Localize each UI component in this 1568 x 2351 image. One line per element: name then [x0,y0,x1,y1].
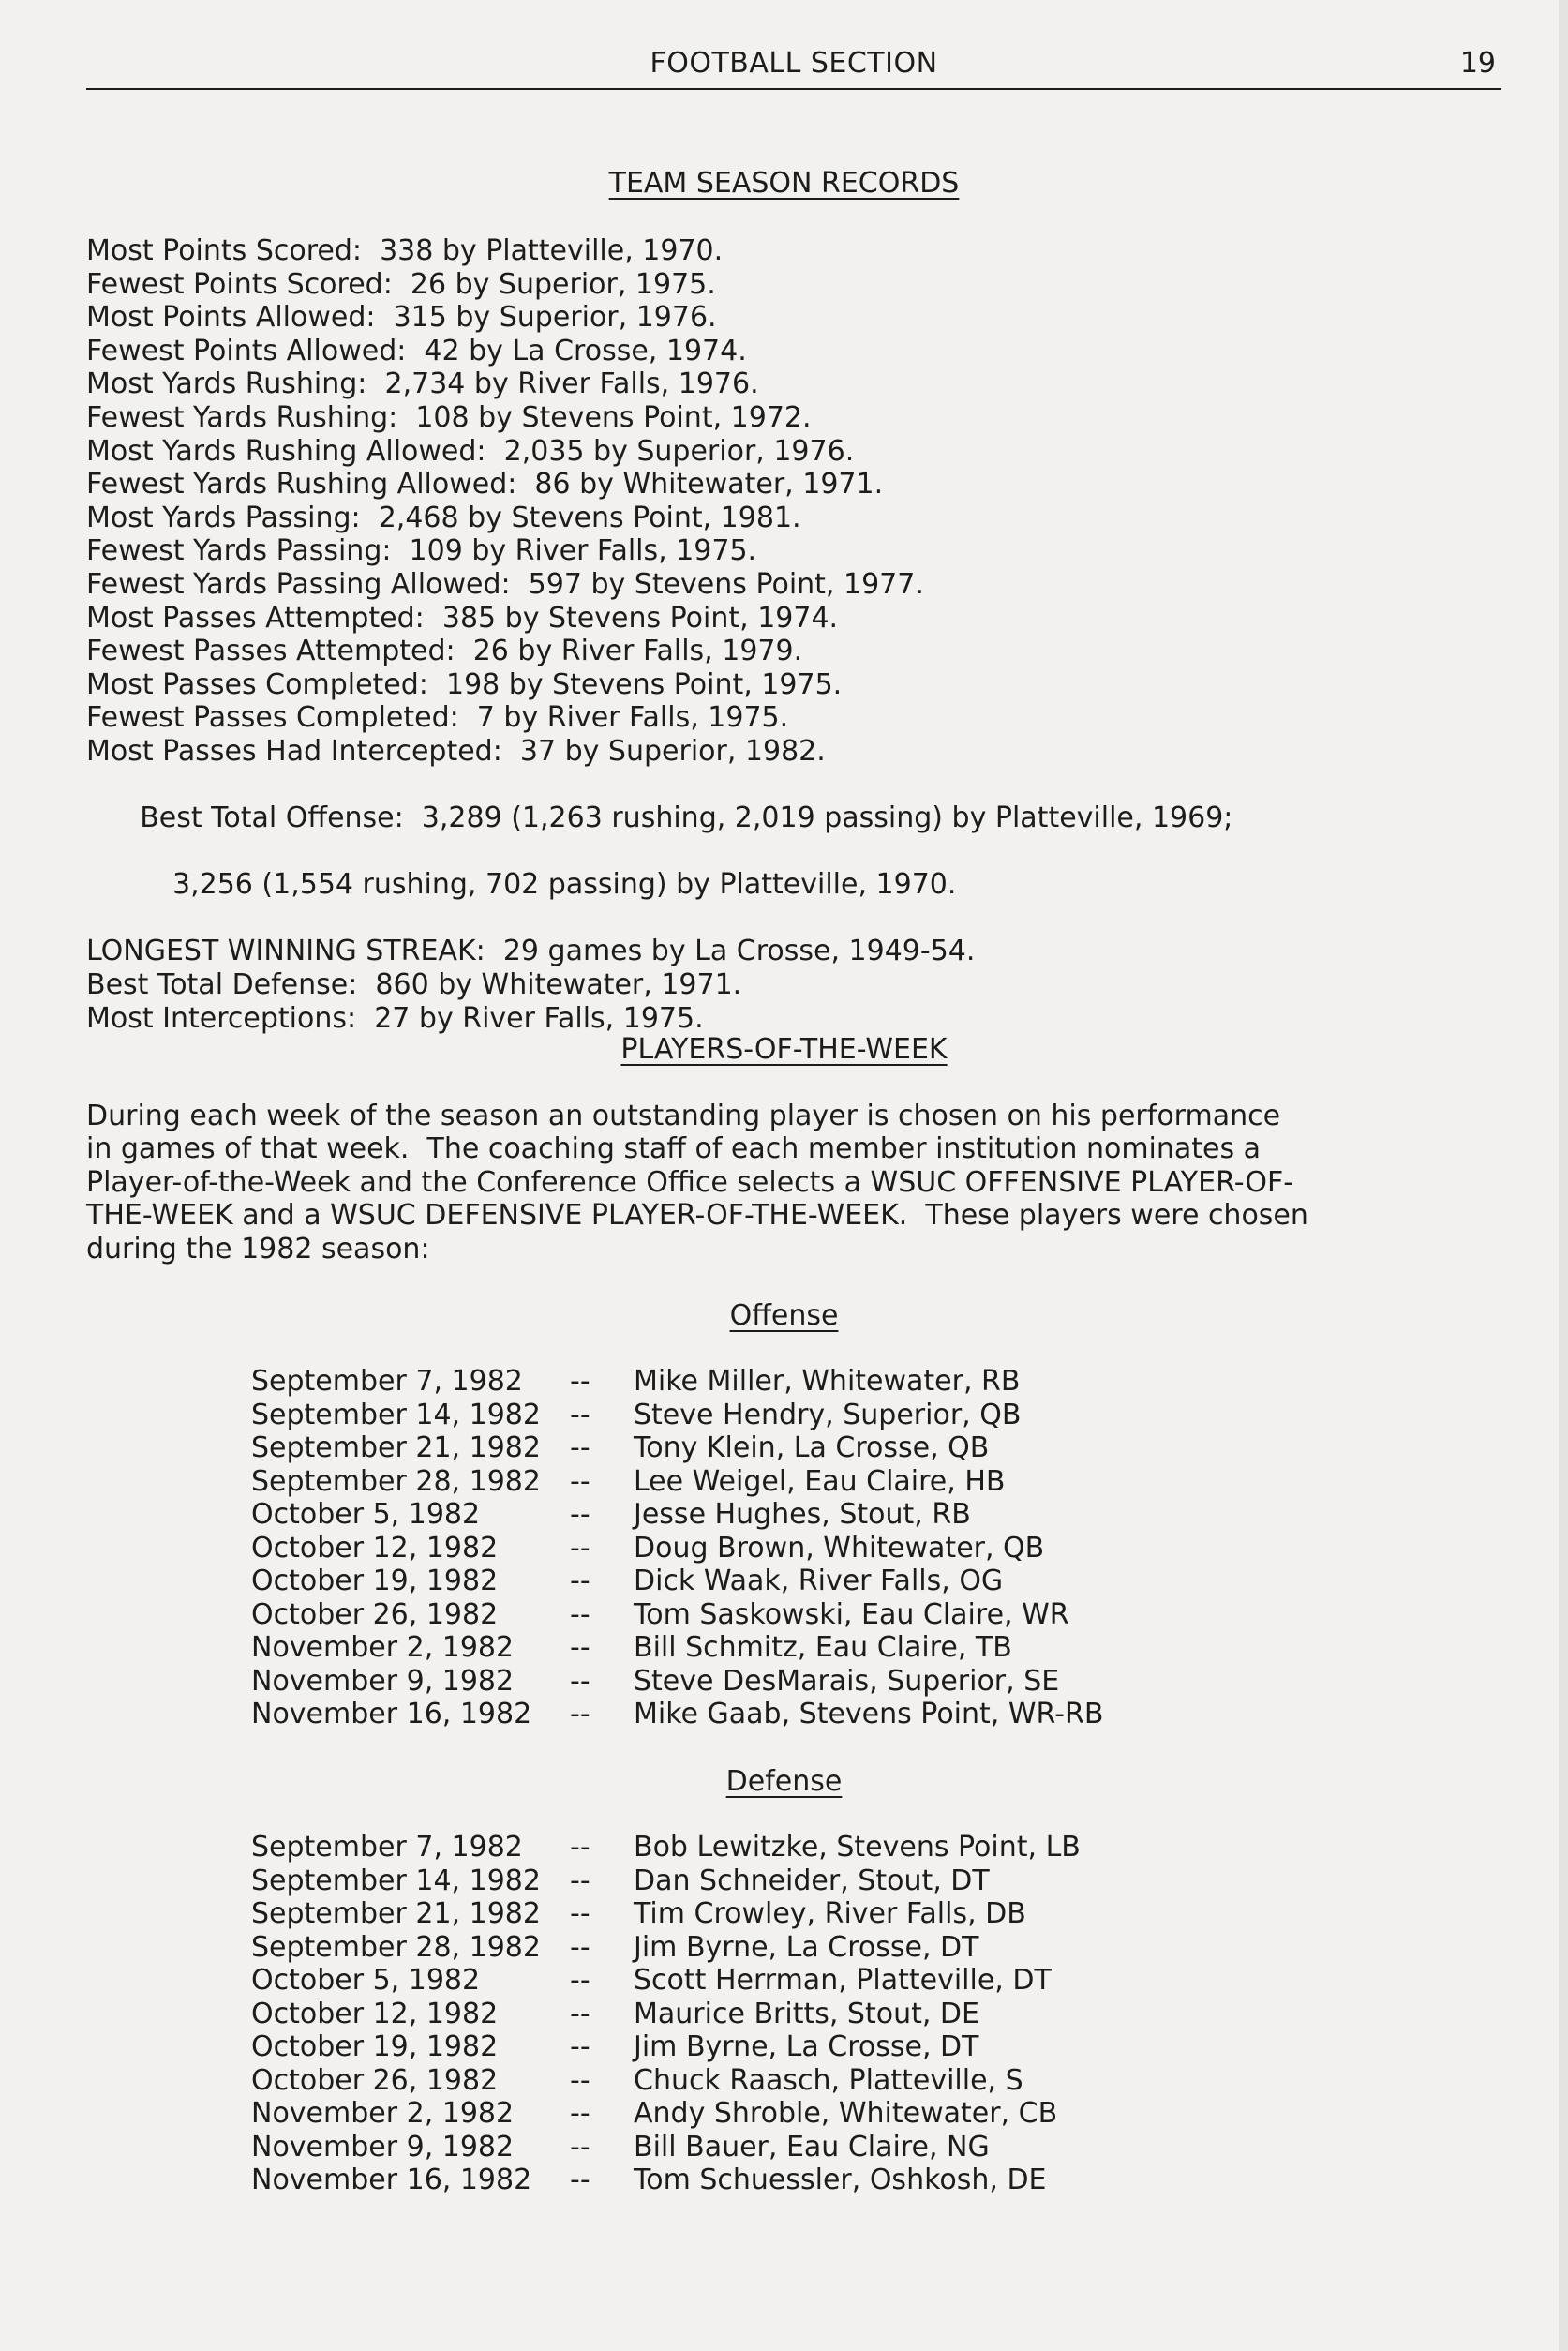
offense-row [251,1698,1282,1731]
intro-line: in games of that week. The coaching staff of each member institution nominates a [86,1132,1262,1166]
week-player: Bob Lewitzke, Stevens Point, LB [634,1831,1081,1864]
offense-row [251,1532,1282,1565]
record-item: Fewest Passes Completed: 7 by River Falls, 1975. [86,701,789,735]
week-player: Mike Miller, Whitewater, RB [634,1365,1021,1398]
week-player: Tom Schuessler, Oshkosh, DE [634,2164,1047,2196]
week-date: October 12, 1982 [251,1531,499,1565]
offense-list [251,1365,1282,1731]
running-header [86,47,1501,90]
week-player: Mike Gaab, Stevens Point, WR-RB [634,1698,1104,1730]
players-of-week-heading [0,1033,1568,1066]
week-date: October 12, 1982 [251,1997,499,2030]
week-date: September 28, 1982 [251,1464,541,1498]
week-separator: -- [570,1831,590,1864]
week-separator: -- [570,1365,590,1398]
best-total-defense: Best Total Defense: 860 by Whitewater, 1971. [86,968,742,1002]
week-date: September 21, 1982 [251,1897,541,1930]
offense-row [251,1665,1282,1699]
team-records-list [86,234,1530,1035]
week-separator: -- [570,2164,590,2196]
week-separator: -- [570,2030,590,2063]
week-separator: -- [570,1698,590,1730]
week-player: Lee Weigel, Eau Claire, HB [634,1464,1006,1498]
week-player: Scott Herrman, Platteville, DT [634,1964,1052,1997]
week-separator: -- [570,1498,590,1531]
week-date: October 5, 1982 [251,1498,481,1531]
week-separator: -- [570,1597,590,1631]
record-item: Fewest Points Allowed: 42 by La Crosse, 1974. [86,334,747,367]
intro-line: during the 1982 season: [86,1232,430,1265]
record-item: Fewest Yards Passing Allowed: 597 by Stevens Point, 1977. [86,567,924,601]
defense-row [251,1864,1282,1898]
record-item: Fewest Yards Rushing Allowed: 86 by Whitewater, 1971. [86,468,884,502]
week-player: Steve Hendry, Superior, QB [634,1398,1022,1431]
week-player: Tom Saskowski, Eau Claire, WR [634,1597,1069,1631]
week-player: Doug Brown, Whitewater, QB [634,1531,1045,1565]
record-item: Most Yards Rushing: 2,734 by River Falls, 1976. [86,367,759,401]
team-records-heading [0,167,1568,200]
page-number: 19 [1459,47,1496,80]
week-player: Tim Crowley, River Falls, DB [634,1897,1026,1930]
defense-row [251,1998,1282,2031]
longest-winning-streak: LONGEST WINNING STREAK: 29 games by La Crosse, 1949-54. [86,935,976,967]
week-separator: -- [570,1964,590,1997]
week-separator: -- [570,1930,590,1964]
week-date: November 2, 1982 [251,2097,515,2130]
week-player: Tony Klein, La Crosse, QB [634,1431,990,1464]
defense-heading-text: Defense [725,1765,843,1798]
week-separator: -- [570,1897,590,1930]
week-date: September 7, 1982 [251,1365,523,1398]
week-player: Jim Byrne, La Crosse, DT [634,1930,979,1964]
week-separator: -- [570,1997,590,2030]
week-separator: -- [570,1565,590,1597]
section-title: FOOTBALL SECTION [650,47,938,80]
week-player: Dick Waak, River Falls, OG [634,1565,1004,1597]
week-player: Chuck Raasch, Platteville, S [634,2063,1023,2097]
week-date: October 26, 1982 [251,2063,499,2097]
offense-row [251,1498,1282,1532]
offense-row [251,1631,1282,1665]
best-offense-line-1: Best Total Offense: 3,289 (1,263 rushing, 2,019 passing) by Platteville, 1969; [140,801,1233,835]
week-player: Bill Bauer, Eau Claire, NG [634,2130,990,2164]
players-of-week-heading-text: PLAYERS-OF-THE-WEEK [620,1033,948,1066]
record-item: Most Points Allowed: 315 by Superior, 1976. [86,301,717,335]
week-separator: -- [570,2063,590,2097]
week-player: Andy Shroble, Whitewater, CB [634,2097,1058,2130]
defense-row [251,1897,1282,1931]
offense-row [251,1465,1282,1499]
week-date: September 21, 1982 [251,1431,541,1464]
defense-row [251,2131,1282,2164]
offense-row [251,1565,1282,1598]
week-date: October 26, 1982 [251,1597,499,1631]
record-item: Fewest Yards Rushing: 108 by Stevens Point, 1972. [86,400,812,434]
record-item: Most Yards Rushing Allowed: 2,035 by Superior, 1976. [86,434,855,468]
record-item: Most Passes Attempted: 385 by Stevens Point, 1974. [86,601,839,635]
record-item: Fewest Passes Attempted: 26 by River Falls, 1979. [86,635,803,668]
week-separator: -- [570,2097,590,2130]
week-player: Dan Schneider, Stout, DT [634,1864,990,1897]
offense-heading [0,1299,1568,1332]
defense-row [251,1964,1282,1998]
offense-row [251,1431,1282,1465]
week-separator: -- [570,1631,590,1664]
week-date: November 9, 1982 [251,2130,515,2164]
week-player: Maurice Britts, Stout, DE [634,1997,979,2030]
best-offense-line-2: 3,256 (1,554 rushing, 702 passing) by Platteville, 1970. [172,868,957,902]
week-player: Bill Schmitz, Eau Claire, TB [634,1631,1012,1664]
defense-row [251,2030,1282,2064]
record-item: Most Passes Completed: 198 by Stevens Point, 1975. [86,667,843,701]
record-item: Fewest Yards Passing: 109 by River Falls, 1975. [86,534,757,568]
week-separator: -- [570,1464,590,1498]
defense-row [251,2097,1282,2131]
defense-list [251,1831,1282,2197]
most-interceptions: Most Interceptions: 27 by River Falls, 1975. [86,1001,704,1035]
defense-heading [0,1765,1568,1798]
week-player: Jim Byrne, La Crosse, DT [634,2030,979,2063]
defense-row [251,1931,1282,1965]
record-item: Most Passes Had Intercepted: 37 by Superior, 1982. [86,734,826,768]
offense-heading-text: Offense [729,1299,839,1332]
scan-edge [1559,0,1568,2351]
intro-line: Player-of-the-Week and the Conference Office selects a WSUC OFFENSIVE PLAYER-OF- [86,1165,1294,1199]
offense-row [251,1598,1282,1632]
week-player: Steve DesMarais, Superior, SE [634,1664,1060,1698]
defense-row [251,2064,1282,2098]
week-player: Jesse Hughes, Stout, RB [634,1498,971,1531]
week-separator: -- [570,2130,590,2164]
week-date: October 5, 1982 [251,1964,481,1997]
week-date: September 28, 1982 [251,1930,541,1964]
intro-line: THE-WEEK and a WSUC DEFENSIVE PLAYER-OF-THE-WEEK. These players were chosen [86,1199,1308,1233]
week-date: November 16, 1982 [251,1698,532,1730]
intro-line: During each week of the season an outstanding player is chosen on his performance [86,1100,1281,1132]
players-of-week-intro [86,1100,1492,1265]
defense-row [251,1831,1282,1864]
offense-row [251,1399,1282,1432]
week-date: November 16, 1982 [251,2164,532,2196]
week-separator: -- [570,1398,590,1431]
week-date: October 19, 1982 [251,1565,499,1597]
week-date: September 14, 1982 [251,1398,541,1431]
week-separator: -- [570,1531,590,1565]
week-date: November 2, 1982 [251,1631,515,1664]
week-date: September 7, 1982 [251,1831,523,1864]
week-date: September 14, 1982 [251,1864,541,1897]
week-date: October 19, 1982 [251,2030,499,2063]
week-separator: -- [570,1664,590,1698]
defense-row [251,2164,1282,2197]
offense-row [251,1365,1282,1399]
week-date: November 9, 1982 [251,1664,515,1698]
team-records-heading-text: TEAM SEASON RECORDS [608,167,960,200]
record-item: Most Yards Passing: 2,468 by Stevens Point, 1981. [86,501,801,534]
record-item: Most Points Scored: 338 by Platteville, 1970. [86,234,724,267]
record-item: Fewest Points Scored: 26 by Superior, 1975. [86,267,716,301]
week-separator: -- [570,1864,590,1897]
week-separator: -- [570,1431,590,1464]
